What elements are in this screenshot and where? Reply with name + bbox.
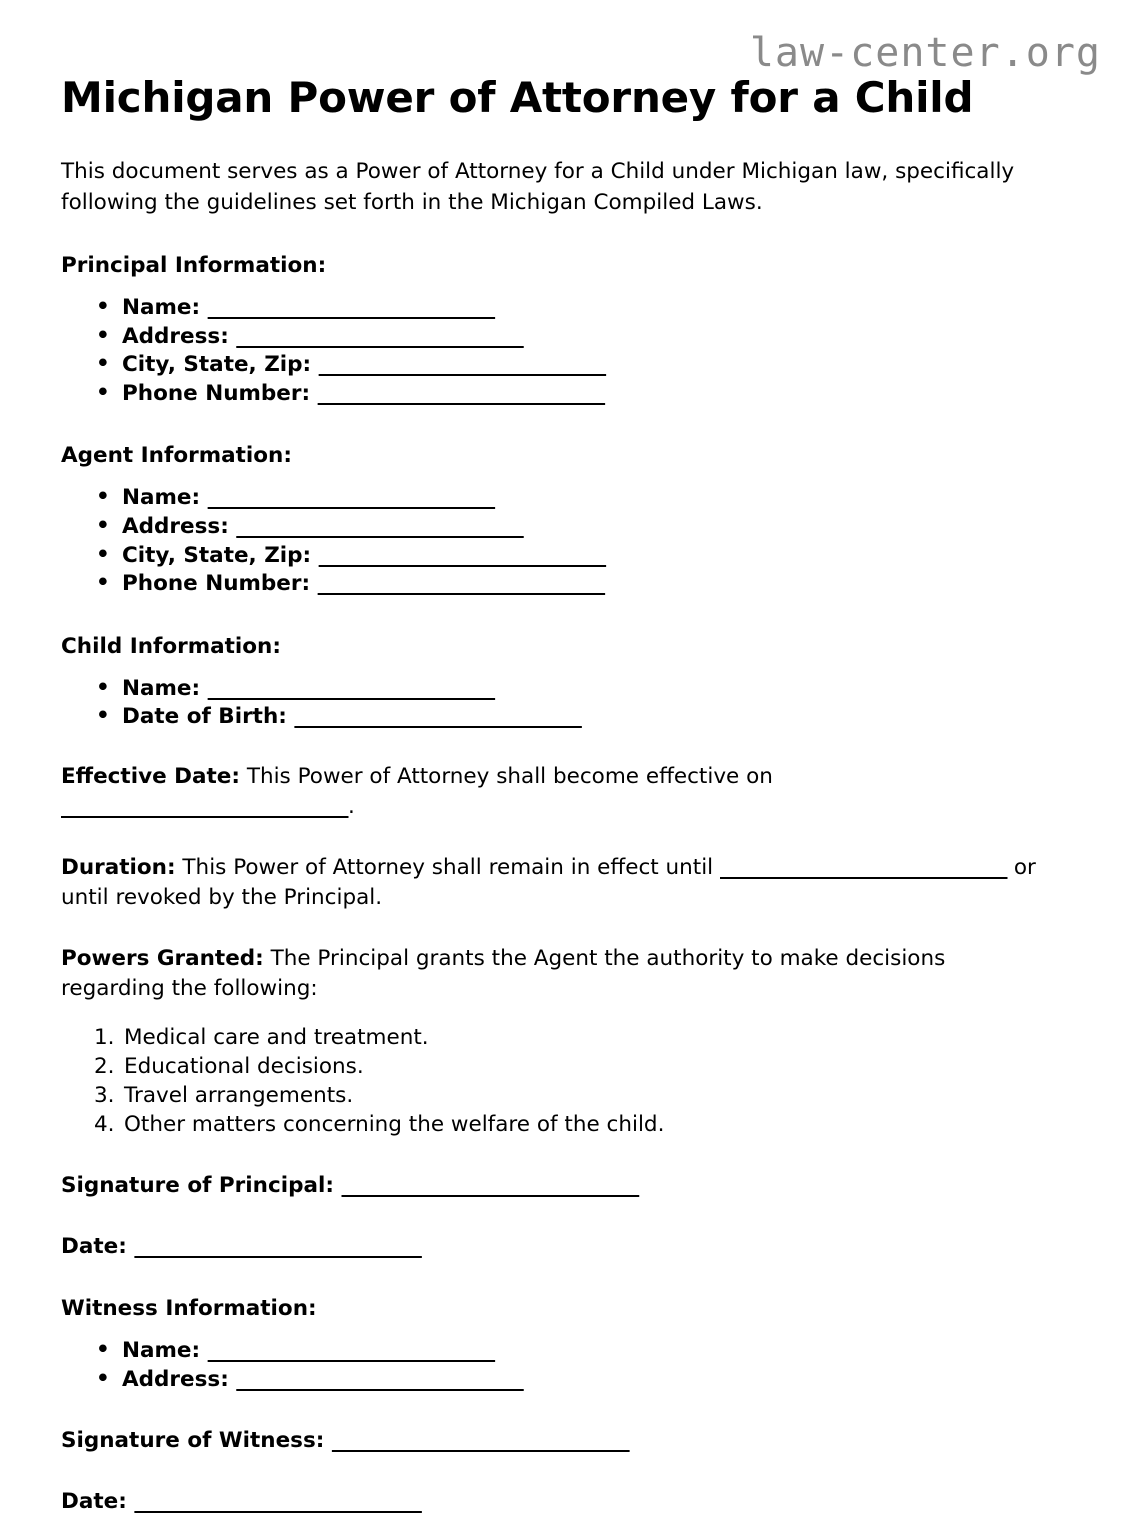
list-item-text: Medical care and treatment.	[124, 1024, 429, 1050]
section-heading-child: Child Information:	[61, 633, 281, 659]
witness-date-line	[61, 1487, 1071, 1516]
field-blank[interactable]: ____________________________	[207, 295, 495, 320]
list-item	[96, 380, 1071, 409]
bullet-icon: •	[96, 703, 110, 729]
field-blank[interactable]: ____________________________	[318, 542, 606, 568]
list-item	[96, 484, 1071, 513]
document-body	[61, 74, 1071, 1516]
field-blank[interactable]: ____________________________	[317, 380, 605, 406]
bullet-icon: •	[96, 322, 110, 348]
intro-paragraph: This document serves as a Power of Attorney for a Child under Michigan law, specifically following the guidelines set forth in the Michigan Compiled Laws.	[61, 159, 1015, 215]
bullet-icon: •	[96, 484, 110, 510]
duration-text-after: or until revoked by the Principal.	[61, 854, 1036, 911]
site-watermark: law-center.org	[749, 30, 1101, 76]
effective-date-label: Effective Date:	[61, 763, 240, 789]
list-item	[96, 1337, 1071, 1366]
field-label: Phone Number:	[122, 380, 311, 406]
list-item-text: Educational decisions.	[124, 1053, 364, 1079]
principal-date-label: Date:	[61, 1233, 127, 1259]
list-number: 2.	[94, 1053, 115, 1079]
field-blank[interactable]: ____________________________	[317, 571, 605, 597]
list-item	[94, 1052, 1071, 1081]
signature-of-witness-line	[61, 1426, 1071, 1455]
effective-date-clause	[61, 762, 1051, 823]
field-label: Name:	[122, 675, 201, 701]
field-blank[interactable]: ____________________________	[236, 513, 524, 539]
list-number: 3.	[94, 1082, 115, 1108]
signature-of-principal-label: Signature of Principal:	[61, 1172, 334, 1198]
bullet-icon: •	[96, 379, 110, 405]
section-heading-agent: Agent Information:	[61, 443, 292, 469]
field-label: Date of Birth:	[122, 704, 287, 730]
list-item-text: Travel arrangements.	[124, 1082, 354, 1108]
field-blank[interactable]: ____________________________	[207, 485, 495, 511]
witness-fields-list	[61, 1337, 1071, 1394]
field-label: City, State, Zip:	[122, 542, 312, 568]
list-item	[96, 675, 1071, 704]
witness-date-label: Date:	[61, 1489, 127, 1515]
list-item	[94, 1110, 1071, 1139]
field-blank[interactable]: ____________________________	[318, 352, 606, 378]
bullet-icon: •	[96, 512, 110, 538]
powers-granted-label: Powers Granted:	[61, 945, 264, 971]
signature-of-principal-blank[interactable]: _____________________________	[341, 1172, 639, 1198]
powers-granted-text: The Principal grants the Agent the authority to make decisions regarding the following:	[61, 945, 946, 1002]
bullet-icon: •	[96, 1336, 110, 1362]
list-number: 4.	[94, 1111, 115, 1137]
effective-date-blank[interactable]: ____________________________	[61, 794, 348, 820]
field-blank[interactable]: ____________________________	[207, 675, 495, 701]
list-item	[96, 351, 1071, 380]
principal-date-blank[interactable]: ____________________________	[134, 1233, 422, 1259]
bullet-icon: •	[96, 351, 110, 377]
principal-fields-list	[61, 294, 1071, 408]
effective-date-text: This Power of Attorney shall become effective on	[239, 763, 773, 789]
bullet-icon: •	[96, 294, 110, 319]
powers-granted-clause	[61, 944, 1051, 1005]
list-number: 1.	[94, 1024, 115, 1050]
duration-blank[interactable]: ____________________________	[720, 854, 1007, 880]
list-item	[96, 513, 1071, 542]
bullet-icon: •	[96, 1365, 110, 1391]
signature-of-principal-line	[61, 1171, 1071, 1200]
field-label: Address:	[122, 513, 229, 539]
duration-text-before: This Power of Attorney shall remain in effect until	[175, 854, 720, 880]
bullet-icon: •	[96, 674, 110, 700]
bullet-icon: •	[96, 570, 110, 596]
list-item	[96, 323, 1071, 352]
duration-clause	[61, 853, 1051, 914]
agent-fields-list	[61, 484, 1071, 598]
child-fields-list	[61, 675, 1071, 732]
list-item	[96, 294, 1071, 323]
field-label: Name:	[122, 295, 201, 320]
page-title: Michigan Power of Attorney for a Child	[61, 73, 974, 122]
section-heading-witness: Witness Information:	[61, 1296, 317, 1321]
field-label: Address:	[122, 1366, 229, 1392]
field-label: Address:	[122, 323, 229, 349]
signature-of-witness-blank[interactable]: _____________________________	[331, 1428, 630, 1454]
list-item	[96, 703, 1071, 732]
section-heading-principal: Principal Information:	[61, 253, 327, 279]
field-label: Phone Number:	[122, 571, 311, 597]
list-item-text: Other matters concerning the welfare of the child.	[124, 1111, 665, 1137]
field-blank[interactable]: ____________________________	[294, 704, 582, 730]
list-item	[94, 1023, 1071, 1052]
field-label: Name:	[122, 1337, 201, 1363]
field-label: Name:	[122, 485, 201, 511]
bullet-icon: •	[96, 541, 110, 567]
signature-of-witness-label: Signature of Witness:	[61, 1428, 325, 1454]
field-blank[interactable]: ____________________________	[207, 1337, 495, 1363]
principal-date-line	[61, 1232, 1071, 1261]
powers-granted-list	[61, 1023, 1071, 1139]
witness-date-blank[interactable]: ____________________________	[134, 1489, 422, 1515]
effective-date-period: .	[348, 794, 355, 820]
field-blank[interactable]: ____________________________	[236, 323, 524, 349]
duration-label: Duration:	[61, 854, 176, 880]
list-item	[96, 1366, 1071, 1395]
list-item	[96, 542, 1071, 571]
list-item	[94, 1081, 1071, 1110]
list-item	[96, 570, 1071, 599]
field-blank[interactable]: ____________________________	[236, 1366, 524, 1392]
field-label: City, State, Zip:	[122, 352, 312, 378]
